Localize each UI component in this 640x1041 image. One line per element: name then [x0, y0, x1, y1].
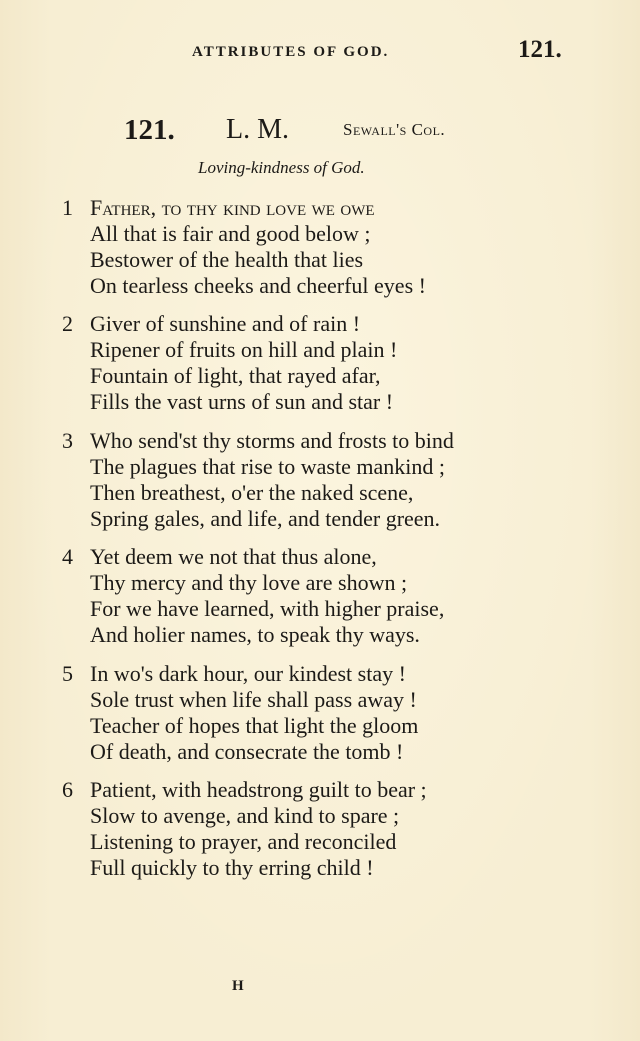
stanza-line: Who send'st thy storms and frosts to bind [90, 428, 454, 453]
hymn-meter: L. M. [226, 114, 289, 145]
stanza-line: Bestower of the health that lies [90, 247, 364, 272]
stanza-line: Then breathest, o'er the naked scene, [90, 480, 414, 505]
stanza-number: 4 [62, 544, 73, 569]
stanza-line: Fountain of light, that rayed afar, [90, 363, 381, 388]
stanza-line: Giver of sunshine and of rain ! [90, 311, 361, 336]
running-head: ATTRIBUTES OF GOD. [192, 44, 390, 60]
page-number: 121. [518, 36, 562, 63]
stanza-line: All that is fair and good below ; [90, 221, 371, 246]
hymn-subtitle: Loving-kindness of God. [198, 158, 365, 177]
stanza-line: Teacher of hopes that light the gloom [90, 713, 419, 738]
stanza-line: For we have learned, with higher praise, [90, 596, 445, 621]
stanza-line: Of death, and consecrate the tomb ! [90, 739, 404, 764]
stanza-line-text: Father, to thy kind love we owe [90, 195, 375, 220]
stanza-number: 3 [62, 428, 73, 453]
stanza-line: And holier names, to speak thy ways. [90, 622, 420, 647]
stanza-line: Patient, with headstrong guilt to bear ; [90, 777, 427, 802]
hymn-number: 121. [124, 114, 175, 146]
stanza-number: 5 [62, 661, 73, 686]
stanza-line: Fills the vast urns of sun and star ! [90, 389, 394, 414]
stanza-number: 6 [62, 777, 73, 802]
stanza-line: In wo's dark hour, our kindest stay ! [90, 661, 406, 686]
stanza-line: The plagues that rise to waste mankind ; [90, 454, 445, 479]
stanza-line: Listening to prayer, and reconciled [90, 829, 397, 854]
stanza-number: 2 [62, 311, 73, 336]
stanza-line: Slow to avenge, and kind to spare ; [90, 803, 400, 828]
stanza-line: Spring gales, and life, and tender green. [90, 506, 441, 531]
stanza-number: 1 [62, 195, 73, 220]
stanza-line: Sole trust when life shall pass away ! [90, 687, 417, 712]
stanza-line: Thy mercy and thy love are shown ; [90, 570, 408, 595]
stanza-line: Yet deem we not that thus alone, [90, 544, 377, 569]
hymn-source: Sewall's Col. [343, 120, 446, 139]
signature-mark: H [232, 978, 244, 994]
stanza-line: On tearless cheeks and cheerful eyes ! [90, 273, 426, 298]
stanza-line: Ripener of fruits on hill and plain ! [90, 337, 398, 362]
stanza-line: Full quickly to thy erring child ! [90, 855, 374, 880]
stanza-line [90, 195, 426, 221]
